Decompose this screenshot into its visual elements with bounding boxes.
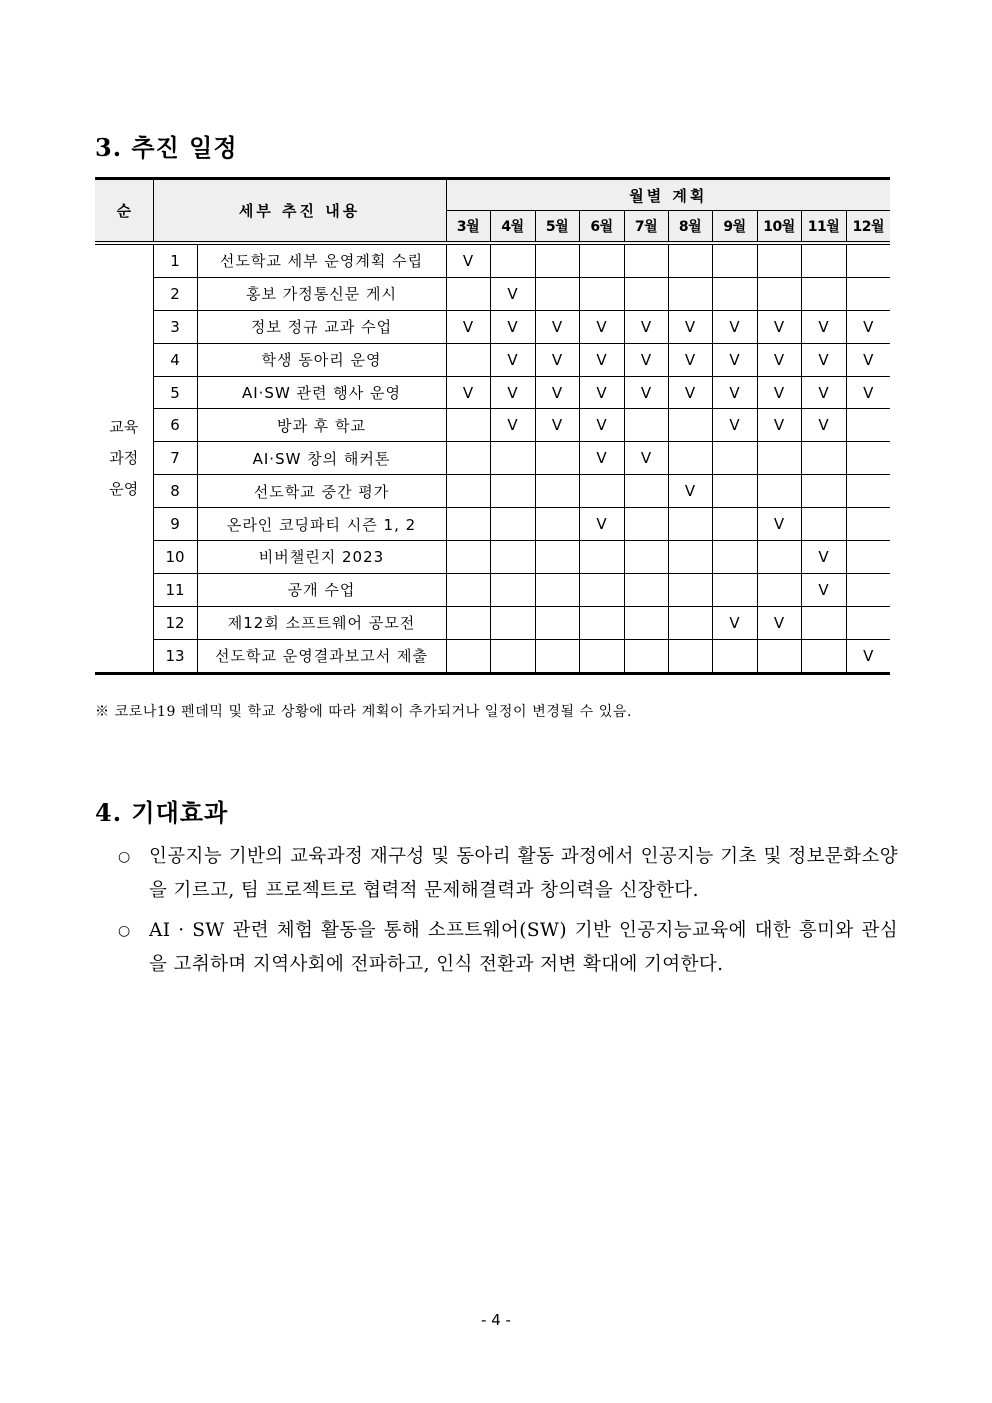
month-cell — [624, 573, 668, 606]
month-cell — [801, 343, 846, 376]
month-cell — [490, 442, 535, 475]
month-cell — [624, 541, 668, 574]
task-name: 방과 후 학교 — [197, 409, 446, 442]
table-row — [95, 343, 890, 376]
month-cell — [712, 442, 757, 475]
month-cell — [624, 343, 668, 376]
check-mark: V — [863, 383, 874, 402]
table-row — [95, 409, 890, 442]
month-cell — [668, 573, 712, 606]
row-number: 12 — [153, 606, 197, 639]
section-4-title: 4. 기대효과 — [95, 798, 229, 827]
month-cell — [846, 573, 890, 606]
month-cell — [668, 475, 712, 508]
month-cell — [712, 277, 757, 310]
month-cell — [668, 376, 712, 409]
table-row — [95, 277, 890, 310]
month-cell — [801, 442, 846, 475]
row-number: 3 — [153, 310, 197, 343]
month-cell — [579, 343, 624, 376]
check-mark: V — [773, 350, 785, 369]
month-cell — [579, 573, 624, 606]
month-cell — [535, 277, 579, 310]
month-cell — [579, 541, 624, 574]
month-cell — [668, 639, 712, 673]
task-name: 학생 동아리 운영 — [197, 343, 446, 376]
check-mark: V — [596, 515, 607, 534]
check-mark: V — [863, 646, 874, 665]
month-cell — [624, 475, 668, 508]
month-cell — [712, 310, 757, 343]
month-cell — [535, 573, 579, 606]
month-cell — [801, 508, 846, 541]
month-cell — [579, 277, 624, 310]
check-mark: V — [596, 449, 607, 468]
month-cell — [757, 343, 801, 376]
month-cell — [846, 277, 890, 310]
month-cell — [446, 573, 490, 606]
month-cell — [446, 409, 490, 442]
month-cell — [757, 573, 801, 606]
month-cell — [579, 409, 624, 442]
check-mark: V — [684, 317, 696, 336]
row-number: 1 — [153, 243, 197, 277]
check-mark: V — [818, 580, 829, 599]
month-cell — [846, 310, 890, 343]
schedule-note: ※ 코로나19 펜데믹 및 학교 상황에 따라 계획이 추가되거나 일정이 변경될 수 있음. — [95, 704, 633, 720]
month-cell — [490, 639, 535, 673]
check-mark: V — [773, 416, 785, 435]
month-cell — [801, 243, 846, 277]
month-cell — [579, 606, 624, 639]
month-cell — [446, 277, 490, 310]
check-mark: V — [462, 317, 474, 336]
month-cell — [535, 310, 579, 343]
month-cell — [668, 541, 712, 574]
check-mark: V — [640, 449, 652, 468]
check-mark: V — [863, 317, 874, 336]
month-cell — [712, 508, 757, 541]
month-cell — [801, 376, 846, 409]
table-row — [95, 573, 890, 606]
check-mark: V — [729, 613, 740, 632]
check-mark: V — [684, 383, 696, 402]
check-mark: V — [818, 383, 829, 402]
month-cell — [624, 409, 668, 442]
month-cell — [846, 409, 890, 442]
header-month: 9월 — [712, 211, 757, 244]
header-month: 3월 — [446, 211, 490, 244]
month-cell — [446, 475, 490, 508]
month-cell — [490, 508, 535, 541]
row-number: 9 — [153, 508, 197, 541]
month-cell — [846, 606, 890, 639]
month-cell — [624, 606, 668, 639]
check-mark: V — [818, 350, 829, 369]
table-row — [95, 475, 890, 508]
month-cell — [712, 343, 757, 376]
check-mark: V — [640, 350, 652, 369]
month-cell — [579, 508, 624, 541]
check-mark: V — [462, 383, 474, 402]
month-cell — [535, 343, 579, 376]
month-cell — [757, 541, 801, 574]
month-cell — [712, 606, 757, 639]
check-mark: V — [507, 416, 518, 435]
check-mark: V — [818, 317, 829, 336]
month-cell — [490, 541, 535, 574]
schedule-table — [95, 177, 890, 675]
header-month: 10월 — [757, 211, 801, 244]
check-mark: V — [729, 317, 740, 336]
month-cell — [801, 541, 846, 574]
list-item — [118, 840, 898, 908]
check-mark: V — [729, 416, 740, 435]
row-number: 11 — [153, 573, 197, 606]
month-cell — [490, 310, 535, 343]
task-name: 비버챌린지 2023 — [197, 541, 446, 574]
month-cell — [668, 606, 712, 639]
month-cell — [624, 310, 668, 343]
month-cell — [801, 475, 846, 508]
check-mark: V — [818, 416, 829, 435]
month-cell — [624, 243, 668, 277]
month-cell — [712, 243, 757, 277]
header-month: 8월 — [668, 211, 712, 244]
check-mark: V — [507, 350, 518, 369]
month-cell — [446, 442, 490, 475]
check-mark: V — [818, 547, 829, 566]
check-mark: V — [551, 416, 563, 435]
expected-effects-list — [118, 840, 898, 988]
month-cell — [712, 475, 757, 508]
month-cell — [490, 606, 535, 639]
month-cell — [624, 376, 668, 409]
check-mark: V — [640, 383, 652, 402]
month-cell — [712, 376, 757, 409]
check-mark: V — [773, 515, 785, 534]
table-row — [95, 508, 890, 541]
check-mark: V — [684, 350, 696, 369]
category-label: 운영 — [109, 479, 139, 498]
table-row — [95, 442, 890, 475]
table-row — [95, 541, 890, 574]
month-cell — [446, 639, 490, 673]
header-month: 12월 — [846, 211, 890, 244]
row-number: 5 — [153, 376, 197, 409]
month-cell — [579, 475, 624, 508]
check-mark: V — [462, 251, 474, 270]
header-detail: 세부 추진 내용 — [153, 179, 446, 244]
month-cell — [846, 376, 890, 409]
check-mark: V — [596, 416, 607, 435]
category-label: 교육 — [109, 417, 139, 436]
month-cell — [490, 343, 535, 376]
table-row — [95, 243, 890, 277]
check-mark: V — [596, 383, 607, 402]
table-row — [95, 639, 890, 673]
month-cell — [846, 541, 890, 574]
month-cell — [668, 310, 712, 343]
table-row — [95, 310, 890, 343]
circle-bullet-icon: ○ — [118, 923, 131, 939]
table-row — [95, 376, 890, 409]
month-cell — [490, 277, 535, 310]
month-cell — [446, 310, 490, 343]
row-number: 2 — [153, 277, 197, 310]
category-cell — [95, 243, 153, 673]
month-cell — [535, 376, 579, 409]
month-cell — [579, 639, 624, 673]
month-cell — [579, 243, 624, 277]
month-cell — [535, 243, 579, 277]
month-cell — [757, 409, 801, 442]
month-cell — [846, 508, 890, 541]
header-month: 7월 — [624, 211, 668, 244]
month-cell — [801, 409, 846, 442]
month-cell — [846, 243, 890, 277]
row-number: 8 — [153, 475, 197, 508]
header-month: 5월 — [535, 211, 579, 244]
month-cell — [668, 243, 712, 277]
row-number: 4 — [153, 343, 197, 376]
month-cell — [446, 541, 490, 574]
check-mark: V — [863, 350, 874, 369]
check-mark: V — [596, 350, 607, 369]
month-cell — [712, 573, 757, 606]
check-mark: V — [551, 383, 563, 402]
month-cell — [846, 442, 890, 475]
header-month: 11월 — [801, 211, 846, 244]
month-cell — [846, 475, 890, 508]
month-cell — [490, 376, 535, 409]
check-mark: V — [773, 383, 785, 402]
header-month: 4월 — [490, 211, 535, 244]
month-cell — [757, 606, 801, 639]
task-name: 정보 정규 교과 수업 — [197, 310, 446, 343]
list-item-text: AI · SW 관련 체험 활동을 통해 소프트웨어(SW) 기반 인공지능교육에 대한 흥미와 관심을 고취하며 지역사회에 전파하고, 인식 전환과 저변 확대에 기여한다. — [149, 920, 898, 975]
month-cell — [668, 508, 712, 541]
month-cell — [446, 343, 490, 376]
header-monthly-plan: 월별 계획 — [446, 179, 890, 211]
month-cell — [712, 409, 757, 442]
row-number: 13 — [153, 639, 197, 673]
month-cell — [624, 277, 668, 310]
month-cell — [446, 243, 490, 277]
task-name: 공개 수업 — [197, 573, 446, 606]
task-name: 선도학교 중간 평가 — [197, 475, 446, 508]
month-cell — [535, 508, 579, 541]
section-3-title: 3. 추진 일정 — [95, 133, 238, 162]
check-mark: V — [596, 317, 607, 336]
month-cell — [624, 639, 668, 673]
month-cell — [801, 639, 846, 673]
month-cell — [624, 508, 668, 541]
row-number: 10 — [153, 541, 197, 574]
month-cell — [712, 541, 757, 574]
check-mark: V — [551, 350, 563, 369]
check-mark: V — [507, 317, 518, 336]
check-mark: V — [773, 613, 785, 632]
month-cell — [446, 606, 490, 639]
task-name: 홍보 가정통신문 게시 — [197, 277, 446, 310]
month-cell — [801, 606, 846, 639]
check-mark: V — [729, 383, 740, 402]
circle-bullet-icon: ○ — [118, 849, 131, 865]
table-row — [95, 606, 890, 639]
month-cell — [668, 343, 712, 376]
month-cell — [757, 376, 801, 409]
row-number: 6 — [153, 409, 197, 442]
check-mark: V — [773, 317, 785, 336]
check-mark: V — [729, 350, 740, 369]
month-cell — [757, 442, 801, 475]
month-cell — [446, 376, 490, 409]
month-cell — [535, 475, 579, 508]
month-cell — [801, 310, 846, 343]
task-name: 선도학교 운영결과보고서 제출 — [197, 639, 446, 673]
task-name: AI·SW 관련 행사 운영 — [197, 376, 446, 409]
month-cell — [757, 243, 801, 277]
task-name: 온라인 코딩파티 시즌 1, 2 — [197, 508, 446, 541]
month-cell — [801, 277, 846, 310]
month-cell — [712, 639, 757, 673]
month-cell — [757, 639, 801, 673]
month-cell — [579, 442, 624, 475]
month-cell — [446, 508, 490, 541]
month-cell — [490, 243, 535, 277]
category-label: 과정 — [109, 448, 139, 467]
month-cell — [757, 310, 801, 343]
month-cell — [801, 573, 846, 606]
month-cell — [535, 639, 579, 673]
month-cell — [846, 343, 890, 376]
header-month: 6월 — [579, 211, 624, 244]
month-cell — [579, 310, 624, 343]
list-item-text: 인공지능 기반의 교육과정 재구성 및 동아리 활동 과정에서 인공지능 기초 및 정보문화소양을 기르고, 팀 프로젝트로 협력적 문제해결력과 창의력을 신장한다. — [149, 846, 898, 901]
month-cell — [535, 606, 579, 639]
month-cell — [535, 442, 579, 475]
check-mark: V — [507, 284, 518, 303]
month-cell — [846, 639, 890, 673]
check-mark: V — [640, 317, 652, 336]
check-mark: V — [507, 383, 518, 402]
task-name: 제12회 소프트웨어 공모전 — [197, 606, 446, 639]
month-cell — [490, 573, 535, 606]
month-cell — [757, 277, 801, 310]
month-cell — [579, 376, 624, 409]
month-cell — [757, 508, 801, 541]
month-cell — [668, 409, 712, 442]
check-mark: V — [684, 482, 696, 501]
month-cell — [624, 442, 668, 475]
check-mark: V — [551, 317, 563, 336]
row-number: 7 — [153, 442, 197, 475]
page-number: - 4 - — [481, 1311, 511, 1329]
month-cell — [668, 442, 712, 475]
list-item — [118, 914, 898, 982]
month-cell — [668, 277, 712, 310]
task-name: 선도학교 세부 운영계획 수립 — [197, 243, 446, 277]
header-order: 순 — [95, 179, 153, 244]
month-cell — [535, 541, 579, 574]
task-name: AI·SW 창의 해커톤 — [197, 442, 446, 475]
month-cell — [490, 475, 535, 508]
month-cell — [757, 475, 801, 508]
month-cell — [490, 409, 535, 442]
month-cell — [535, 409, 579, 442]
